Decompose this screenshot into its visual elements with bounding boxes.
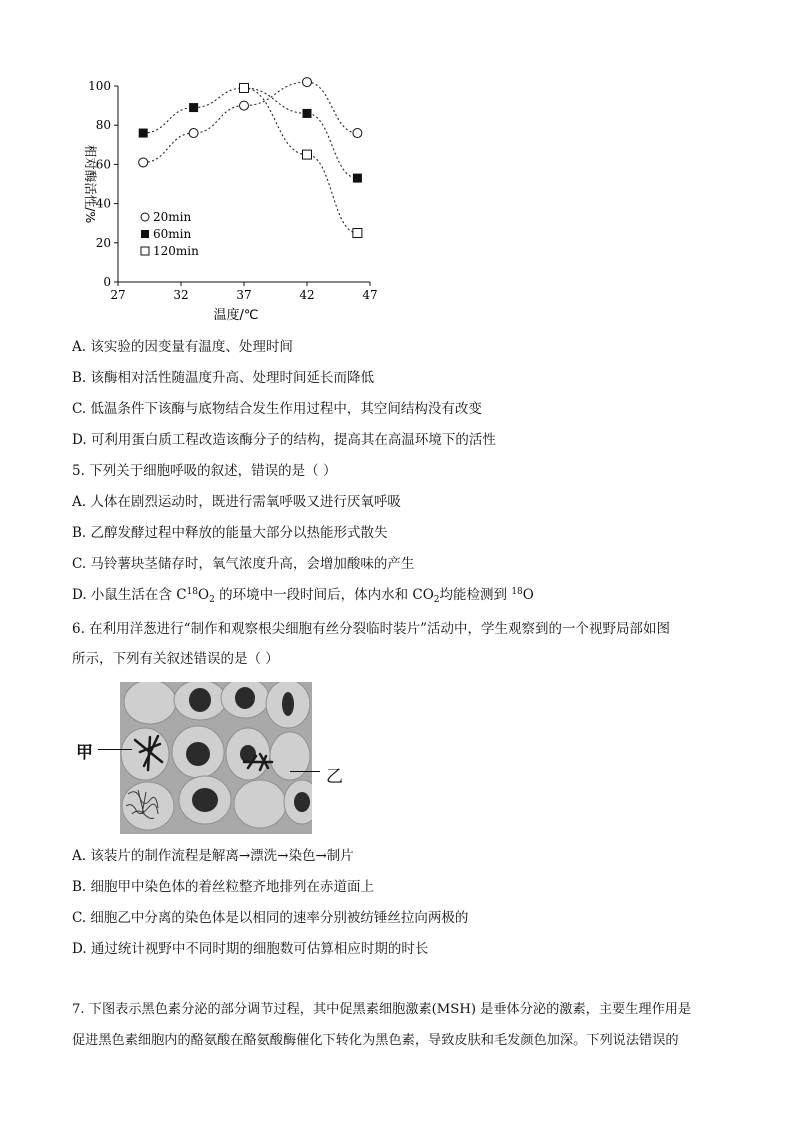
curve-20min [143,82,357,162]
point-60min [139,129,148,138]
y-tick-label: 100 [88,79,111,93]
x-tick-label: 42 [299,288,315,302]
legend-marker-60min [141,230,149,238]
label-cell-yi: 乙 [326,767,343,787]
q5-d-part: 2 [433,595,440,605]
q5-option-b: B. 乙醇发酵过程中释放的能量大部分以热能形式散失 [72,525,388,541]
label-cell-jia: 甲 [76,743,93,763]
q5-d-part: O [198,587,210,603]
legend-label-60min: 60min [153,227,192,241]
legend-label-20min: 20min [153,210,192,224]
q4-option-a: A. 该实验的因变量有温度、处理时间 [72,339,293,355]
q5-option-d [72,586,534,606]
q6-option-a: A. 该装片的制作流程是解离→漂洗→染色→制片 [72,848,354,864]
point-20min [303,78,312,87]
y-tick-label: 0 [103,275,111,289]
q6-option-d: D. 通过统计视野中不同时期的细胞数可估算相应时期的时长 [72,941,429,957]
curve-60min [143,88,357,178]
legend-marker-20min [141,213,149,221]
x-tick-label: 47 [362,288,378,302]
q6-stem-line2: 所示，下列有关叙述错误的是（ ） [72,651,279,667]
legend-label-120min: 120min [153,244,199,258]
q4-option-d: D. 可利用蛋白质工程改造该酶分子的结构，提高其在高温环境下的活性 [72,432,496,448]
point-20min [189,129,198,138]
q5-stem: 5. 下列关于细胞呼吸的叙述，错误的是（ ） [72,463,337,479]
x-tick-label: 27 [110,288,126,302]
q6-option-c: C. 细胞乙中分离的染色体是以相同的速率分别被纺锤丝拉向两极的 [72,910,469,926]
q5-d-part: 均能检测到 [439,587,512,603]
point-120min [240,83,249,92]
chart-axes [83,79,378,322]
q5-d-part: 18 [511,587,523,597]
q5-d-part: D. 小鼠生活在含 C [72,587,187,603]
y-tick-label: 80 [95,118,111,133]
legend-marker-120min [141,247,149,255]
y-tick-label: 60 [95,157,111,172]
x-tick-label: 37 [236,288,252,302]
x-tick-label: 32 [173,288,189,302]
y-axis-label: 相对酶活性/% [83,144,98,224]
q7-stem-line1: 7. 下图表示黑色素分泌的部分调节过程，其中促黑素细胞激素(MSH) 是垂体分泌的激素，主要生理作用是 [72,1002,692,1017]
q5-option-c: C. 马铃薯块茎储存时，氧气浓度升高，会增加酸味的产生 [72,556,415,572]
pointer-line-jia [98,749,132,750]
q5-d-part: O [522,587,534,603]
x-axis-label: 温度/℃ [213,308,259,322]
q5-d-part: 2 [209,595,215,605]
point-60min [353,174,362,183]
y-tick-label: 40 [95,196,111,211]
point-20min [240,101,249,110]
q6-stem-line1: 6. 在利用洋葱进行“制作和观察根尖细胞有丝分裂临时装片”活动中，学生观察到的一个视野局部如图 [72,621,670,637]
point-120min [353,229,362,238]
y-tick-label: 20 [95,235,111,250]
q5-option-a: A. 人体在剧烈运动时，既进行需氧呼吸又进行厌氧呼吸 [72,494,401,510]
point-60min [303,109,312,118]
q6-option-b: B. 细胞甲中染色体的着丝粒整齐地排列在赤道面上 [72,879,375,895]
point-20min [139,158,148,167]
onion-root-tip-micrograph [120,682,312,834]
curve-120min [244,88,357,233]
q5-d-part: 的环境中一段时间后，体内水和 CO [214,587,434,603]
q5-d-part: 18 [186,587,198,597]
enzyme-activity-chart [72,72,392,322]
q4-option-c: C. 低温条件下该酶与底物结合发生作用过程中，其空间结构没有改变 [72,401,482,417]
point-20min [353,129,362,138]
chart-legend [141,210,199,258]
point-60min [189,103,198,112]
q7-stem-line2: 促进黑色素细胞内的酪氨酸在酪氨酸酶催化下转化为黑色素，导致皮肤和毛发颜色加深。下列说法错误的 [72,1033,679,1048]
q4-option-b: B. 该酶相对活性随温度升高、处理时间延长而降低 [72,370,375,386]
pointer-line-yi [290,771,320,772]
point-120min [303,150,312,159]
